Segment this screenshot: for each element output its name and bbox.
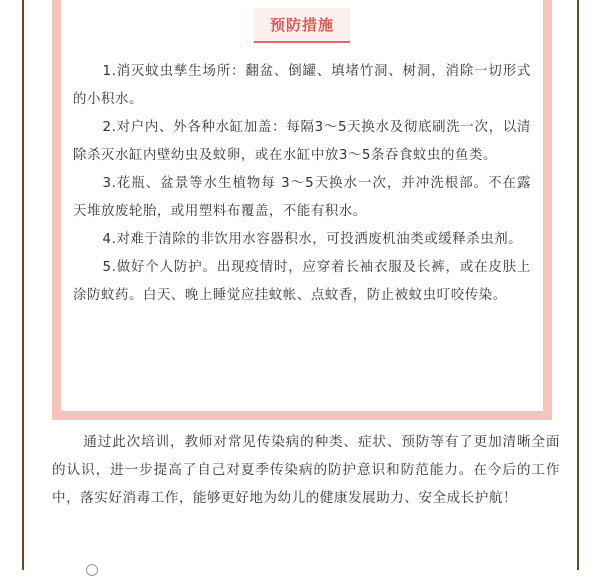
prevention-box-inner bbox=[61, 0, 543, 411]
prevention-item: 2.对户内、外各种水缸加盖：每隔3～5天换水及彻底刷洗一次，以清除杀灭水缸内壁幼虫及蚊卵，或在水缸中放3～5条吞食蚊虫的鱼类。 bbox=[73, 120, 531, 163]
prevention-box bbox=[52, 0, 552, 420]
summary-paragraph: 通过此次培训，教师对常见传染病的种类、症状、预防等有了更加清晰全面的认识，进一步提高了自己对夏季传染病的防护意识和防范能力。在今后的工作中，落实好消毒工作，能够更好地为幼儿的健康发展助力、安全成长护航！ bbox=[52, 434, 560, 506]
page-frame-right bbox=[577, 0, 579, 570]
prevention-item: 3.花瓶、盆景等水生植物每 3～5天换水一次，并冲洗根部。不在露天堆放废轮胎，或用塑料布覆盖，不能有积水。 bbox=[73, 176, 531, 219]
prevention-item: 1.消灭蚊虫孳生场所：翻盆、倒罐、填堵竹洞、树洞，消除一切形式的小积水。 bbox=[73, 64, 531, 107]
section-title-wrap bbox=[73, 0, 531, 48]
prevention-item: 5.做好个人防护。出现疫情时，应穿着长袖衣服及长裤，或在皮肤上涂防蚊药。白天、晚上睡觉应挂蚊帐、点蚊香，防止被蚊虫叮咬传染。 bbox=[73, 260, 531, 303]
prevention-list bbox=[73, 48, 531, 310]
section-title: 预防措施 bbox=[254, 8, 350, 43]
page-frame-left bbox=[22, 0, 24, 570]
bottom-decoration bbox=[86, 564, 98, 576]
prevention-item: 4.对难于清除的非饮用水容器积水，可投洒废机油类或缓释杀虫剂。 bbox=[102, 232, 523, 247]
